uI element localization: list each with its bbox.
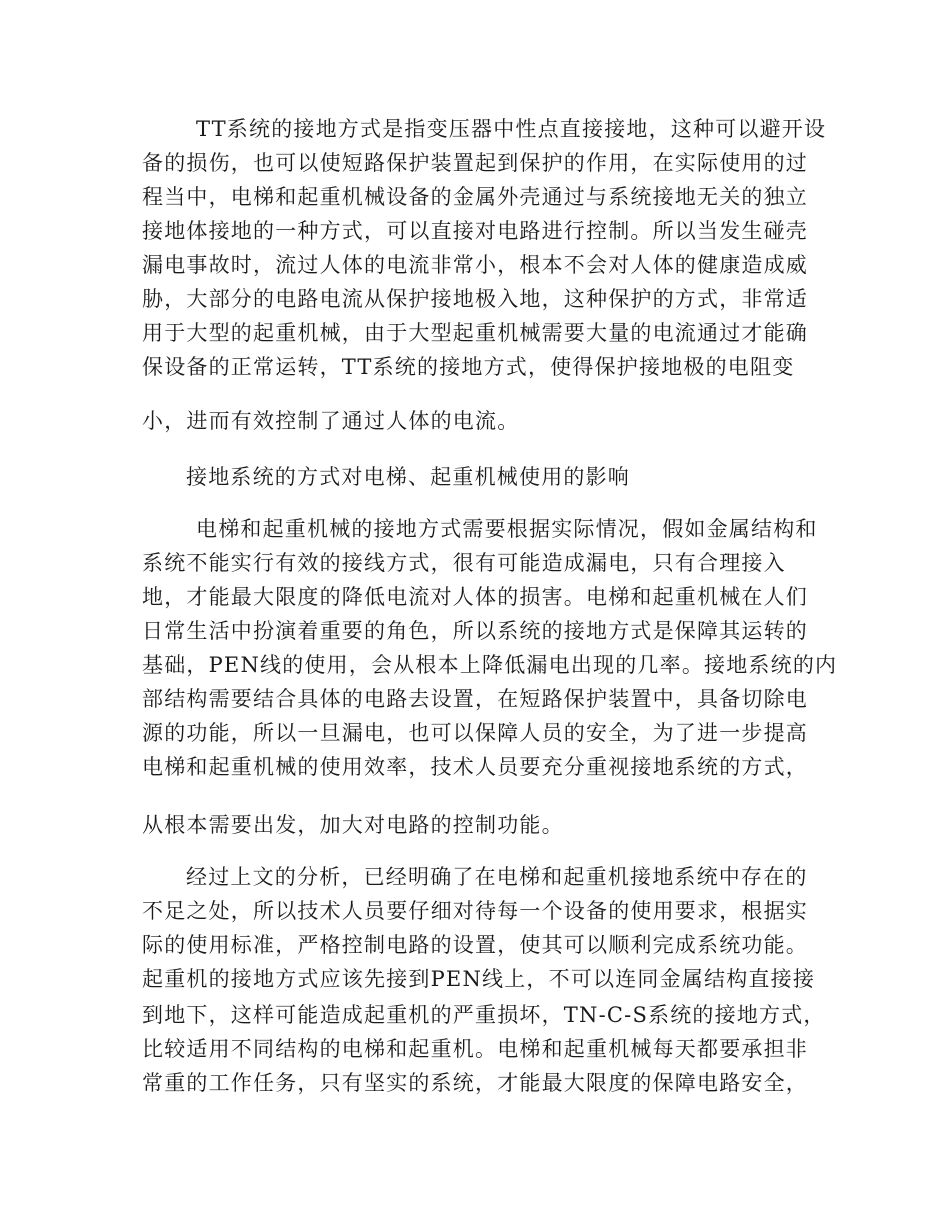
paragraph-1-line-1: TT系统的接地方式是指变压器中性点直接接地，这种可以避开设 — [196, 117, 827, 141]
paragraph-1-line-9: 小，进而有效控制了通过人体的电流。 — [142, 409, 520, 433]
paragraph-3-line-1: 电梯和起重机械的接地方式需要根据实际情况，假如金属结构和 — [196, 517, 818, 541]
paragraph-3-line-8: 电梯和起重机械的使用效率，技术人员要充分重视接地系统的方式， — [142, 755, 808, 779]
paragraph-3-line-2: 系统不能实行有效的接线方式，很有可能造成漏电，只有合理接入 — [142, 551, 786, 575]
paragraph-1-line-6: 胁，大部分的电路电流从保护接地极入地，这种保护的方式，非常适 — [142, 287, 808, 311]
section-heading: 接地系统的方式对电梯、起重机械使用的影响 — [186, 465, 630, 489]
paragraph-4-line-6: 比较适用不同结构的电梯和起重机。电梯和起重机械每天都要承担非 — [142, 1037, 808, 1061]
paragraph-4-line-3: 际的使用标准，严格控制电路的设置，使其可以顺利完成系统功能。 — [142, 933, 808, 957]
paragraph-4-line-1: 经过上文的分析，已经明确了在电梯和起重机接地系统中存在的 — [186, 865, 808, 889]
paragraph-1-line-5: 漏电事故时，流过人体的电流非常小，根本不会对人体的健康造成威 — [142, 253, 808, 277]
paragraph-4-line-2: 不足之处，所以技术人员要仔细对待每一个设备的使用要求，根据实 — [142, 899, 808, 923]
paragraph-3-line-7: 源的功能，所以一旦漏电，也可以保障人员的安全，为了进一步提高 — [142, 721, 808, 745]
paragraph-3-line-3: 地，才能最大限度的降低电流对人体的损害。电梯和起重机械在人们 — [142, 585, 808, 609]
paragraph-3-line-4: 日常生活中扮演着重要的角色，所以系统的接地方式是保障其运转的 — [142, 619, 808, 643]
paragraph-1-line-8: 保设备的正常运转，TT系统的接地方式，使得保护接地极的电阻变 — [142, 355, 795, 379]
paragraph-3-line-5: 基础，PEN线的使用，会从根本上降低漏电出现的几率。接地系统的内 — [142, 653, 838, 677]
paragraph-4-line-5: 到地下，这样可能造成起重机的严重损坏，TN-C-S系统的接地方式， — [142, 1003, 826, 1027]
paragraph-4-line-7: 常重的工作任务，只有坚实的系统，才能最大限度的保障电路安全， — [142, 1071, 808, 1095]
paragraph-1-line-2: 备的损伤，也可以使短路保护装置起到保护的作用，在实际使用的过 — [142, 151, 808, 175]
paragraph-3-line-9: 从根本需要出发，加大对电路的控制功能。 — [142, 813, 564, 837]
paragraph-1-line-7: 用于大型的起重机械，由于大型起重机械需要大量的电流通过才能确 — [142, 321, 808, 345]
paragraph-4-line-4: 起重机的接地方式应该先接到PEN线上，不可以连同金属结构直接接 — [142, 967, 816, 991]
paragraph-3-line-6: 部结构需要结合具体的电路去设置，在短路保护装置中，具备切除电 — [142, 687, 808, 711]
paragraph-1-line-3: 程当中，电梯和起重机械设备的金属外壳通过与系统接地无关的独立 — [142, 185, 808, 209]
paragraph-1-line-4: 接地体接地的一种方式，可以直接对电路进行控制。所以当发生碰壳 — [142, 219, 808, 243]
